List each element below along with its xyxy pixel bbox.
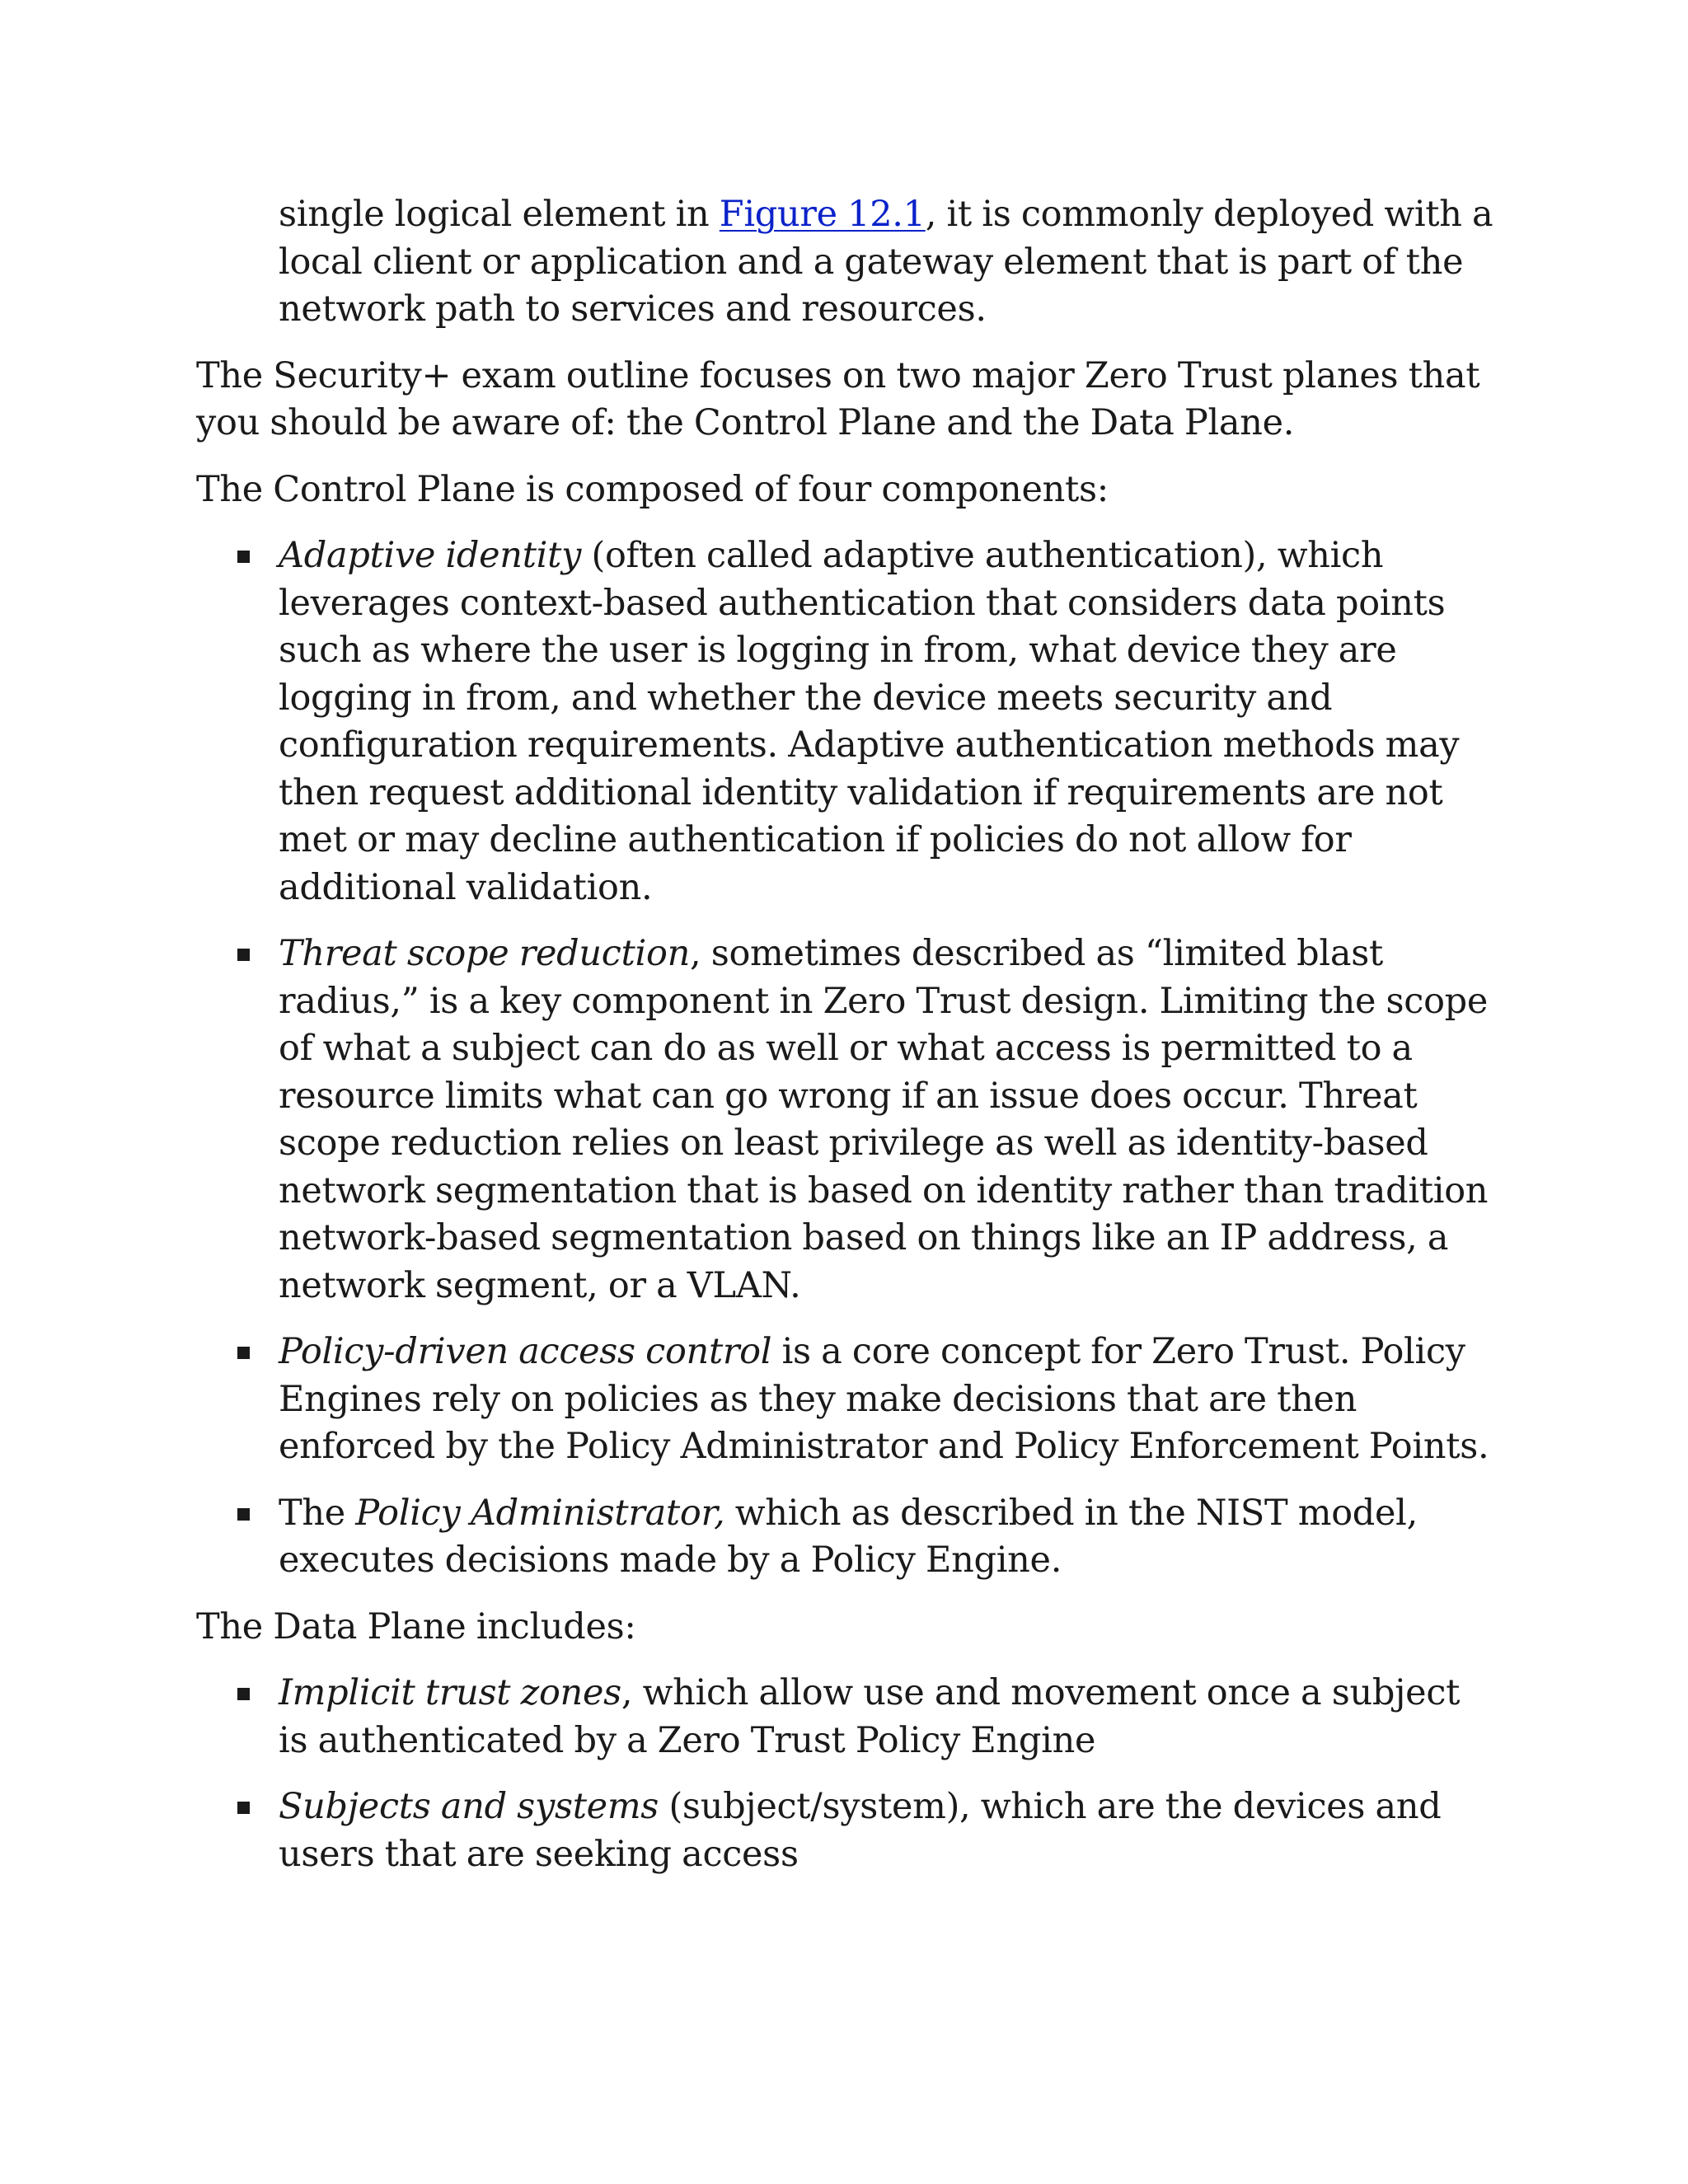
data-plane-list: [196, 1670, 1498, 1878]
item-term: Subjects and systems: [279, 1786, 659, 1827]
figure-link[interactable]: Figure 12.1: [719, 194, 926, 235]
item-text: (subject/system), which are the devices and users that are seeking access: [279, 1786, 1442, 1875]
item-term: Implicit trust zones: [279, 1672, 621, 1713]
item-term: Adaptive identity: [279, 535, 582, 576]
list-item: [196, 1783, 1498, 1878]
item-text: is a core concept for Zero Trust. Policy Engines rely on policies as they make decisions that are then enforced by the Policy Administrator and Policy Enforcement Points.: [279, 1331, 1489, 1467]
item-text: , sometimes described as “limited blast radius,” is a key component in Zero Trust design. Limiting the scope of what a subject can do as well or what access is permitted to a resource limits what can go wrong if an issue does occur. Threat scope reduction relies on least privilege as well as identity-based network segmentation that is based on identity rather than tradition network-based segmentation based on things like an IP address, a network segment, or a VLAN.: [279, 933, 1489, 1306]
square-bullet-icon: [237, 1508, 250, 1521]
item-term: Threat scope reduction: [279, 933, 690, 974]
page-content: [196, 191, 1498, 1897]
intro-text-after-link: , it is commonly deployed with a local client or application and a gateway element that is part of the network path to services and resources.: [279, 194, 1493, 330]
item-term: Policy Administrator,: [355, 1492, 725, 1534]
square-bullet-icon: [237, 1802, 250, 1814]
control-plane-heading: The Control Plane is composed of four components:: [196, 468, 1109, 510]
square-bullet-icon: [237, 1688, 250, 1700]
intro-text-before-link: single logical element in: [279, 194, 720, 235]
list-item: [196, 930, 1498, 1310]
item-term: Policy-driven access control: [279, 1331, 772, 1372]
list-item: [196, 1329, 1498, 1471]
item-text: (often called adaptive authentication), which leverages context-based authentication that considers data points such as where the user is logging in from, what device they are logging in from, and whether the device meets security and configuration requirements. Adaptive authentication methods may then request additional identity validation if requirements are not met or may decline authentication if policies do not allow for additional validation.: [279, 535, 1460, 908]
planes-paragraph: The Security+ exam outline focuses on two major Zero Trust planes that you should be aware of: the Control Plane and the Data Plane.: [196, 354, 1480, 443]
list-item: [196, 1490, 1498, 1585]
intro-paragraph: [279, 191, 1498, 334]
square-bullet-icon: [237, 1347, 250, 1359]
item-text: which as described in the NIST model, executes decisions made by a Policy Engine.: [279, 1492, 1418, 1581]
data-plane-heading: The Data Plane includes:: [196, 1605, 636, 1647]
list-item: [196, 532, 1498, 912]
list-item: [196, 1670, 1498, 1765]
square-bullet-icon: [237, 949, 250, 961]
control-plane-list: [196, 532, 1498, 1585]
square-bullet-icon: [237, 551, 250, 563]
item-prefix: The: [279, 1492, 356, 1534]
item-text: , which allow use and movement once a subject is authenticated by a Zero Trust Policy Engine: [279, 1672, 1461, 1761]
